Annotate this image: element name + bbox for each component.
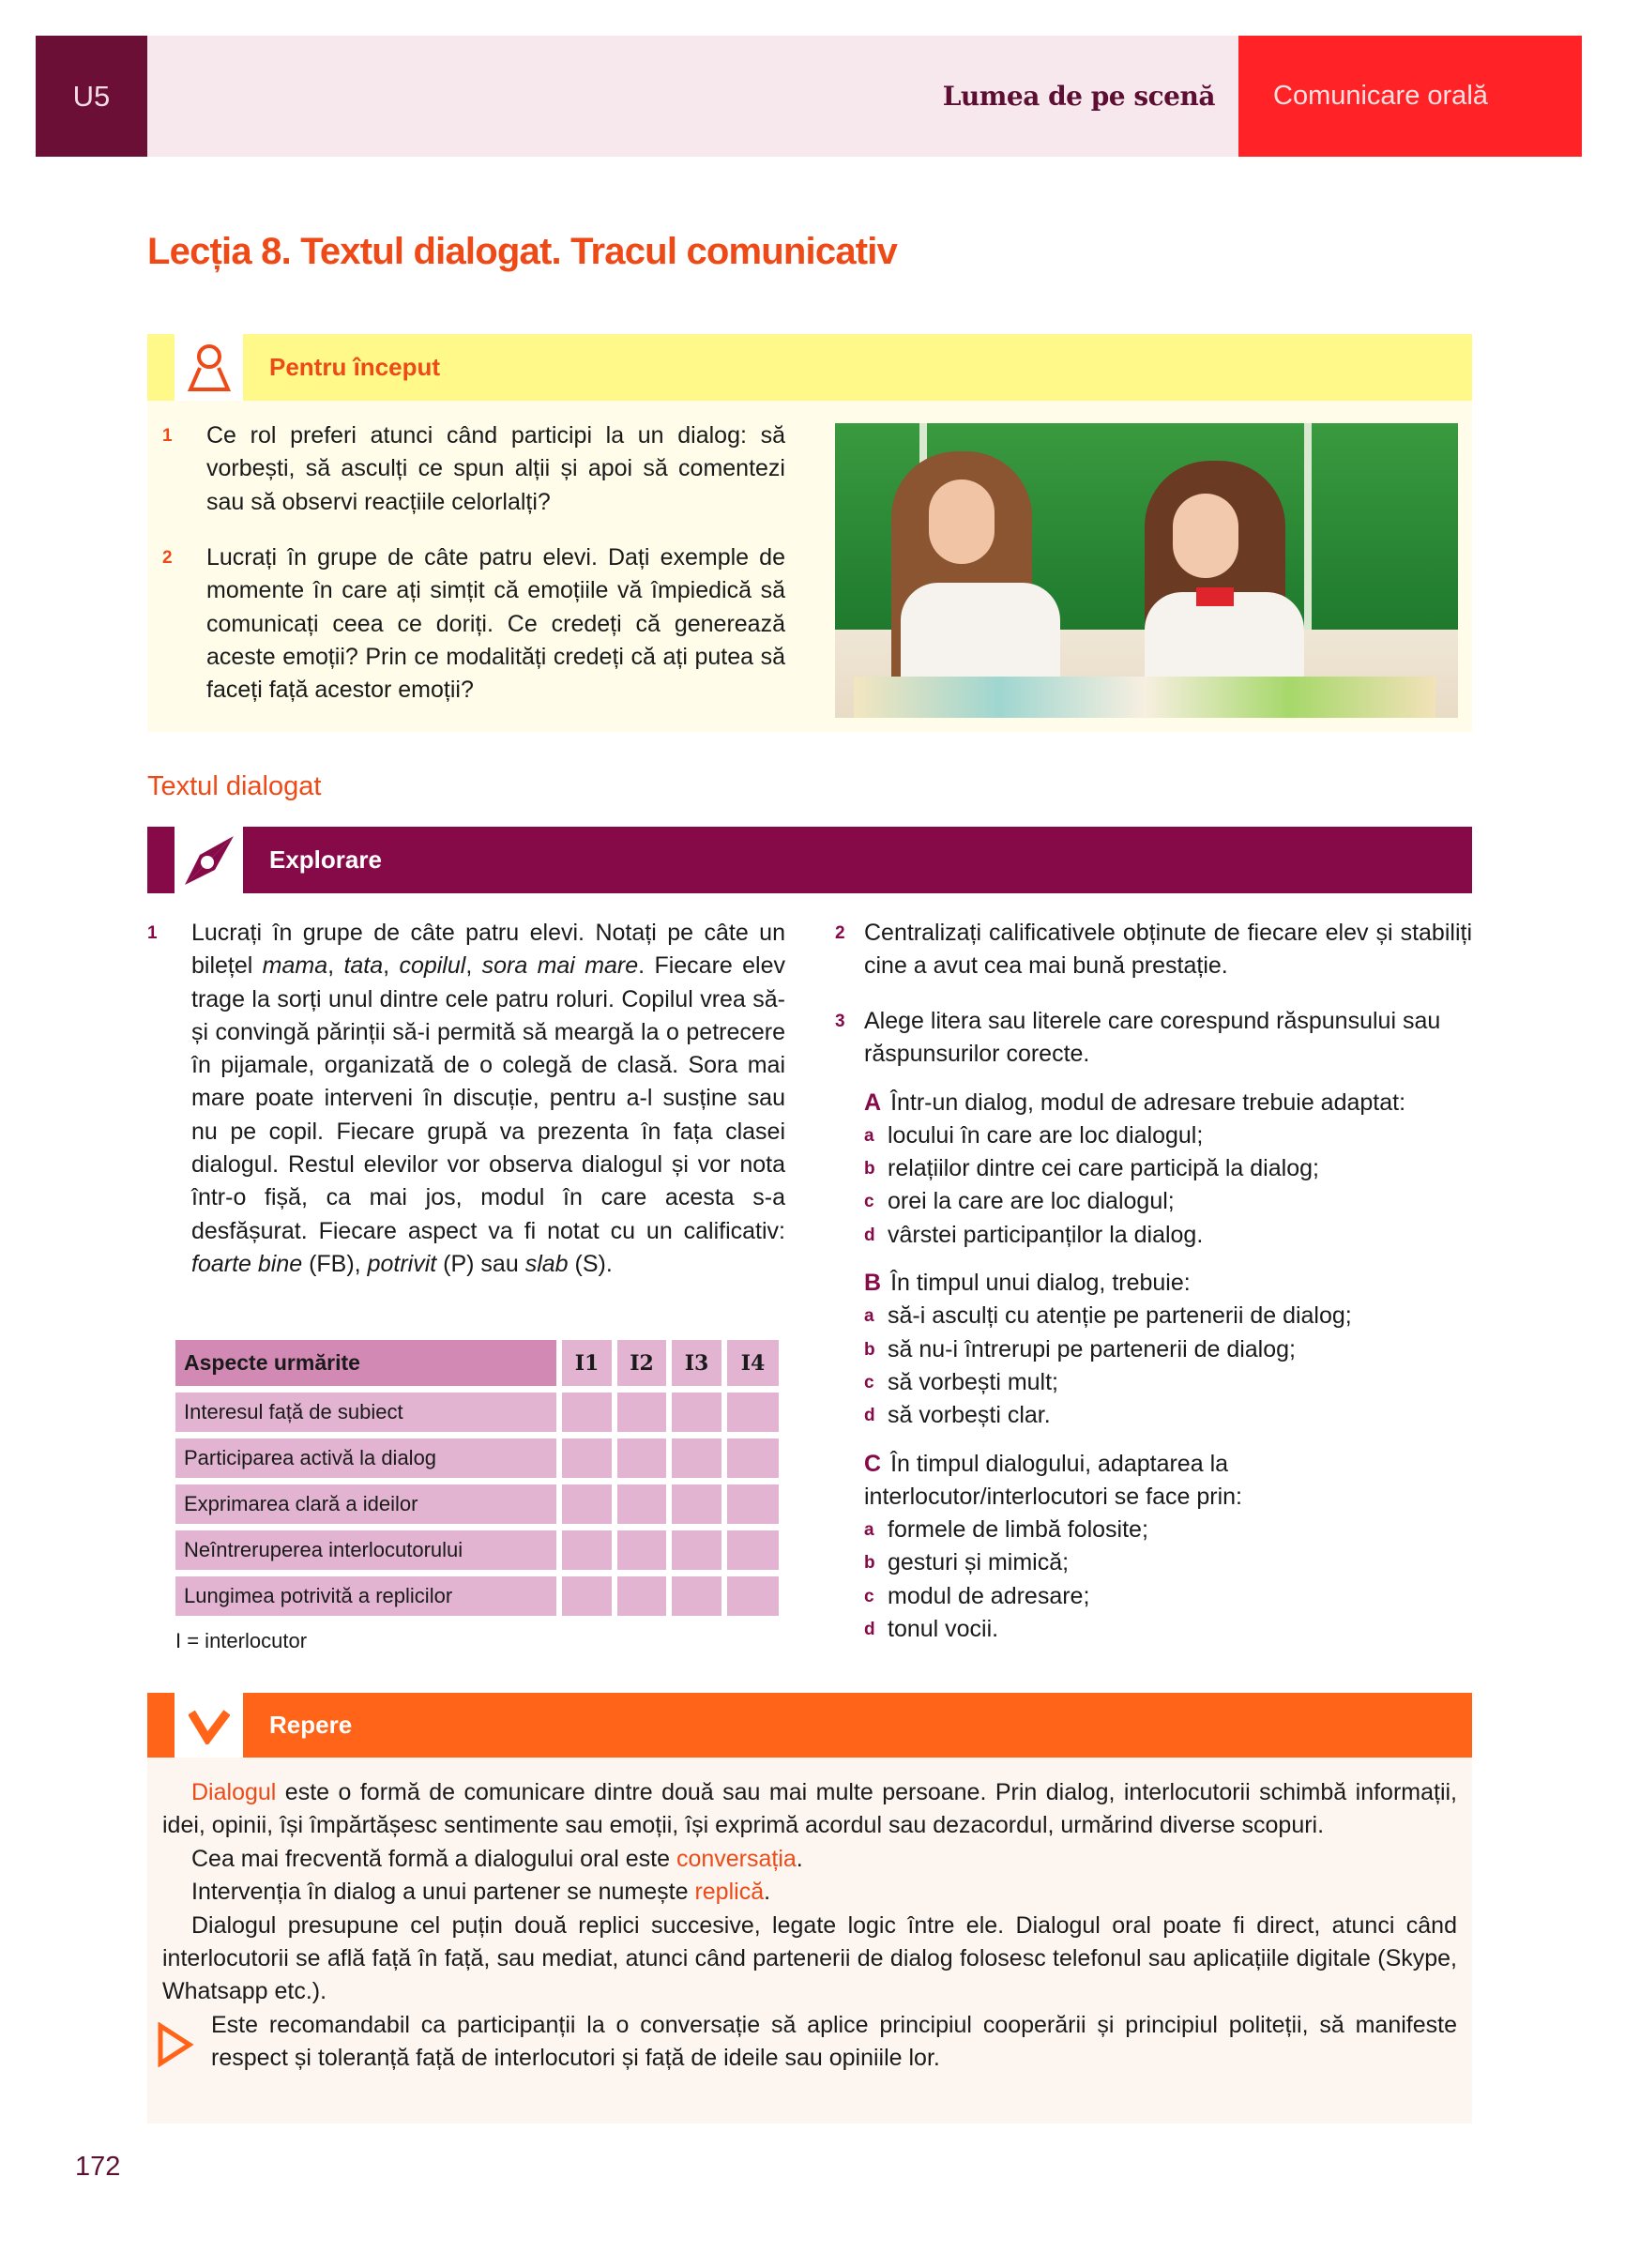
multiple-choice-questions [864,1087,1472,1647]
answer-option [864,1580,1472,1613]
answer-option [864,1300,1472,1332]
table-cell [727,1393,779,1432]
question-text: Lucrați în grupe de câte patru elevi. Dați exemple de momente în care ați simțit că emoțiile vă împiedică să comunicați ceea ce doriți. Ce credeți că generează aceste emoții? Prin ce modalități credeți că ați putea să faceți față acestor emoții? [206,544,785,704]
table-row-label: Exprimarea clară a ideilor [175,1484,556,1524]
option-letter: b [864,1553,875,1574]
table-header: I3 [672,1340,721,1386]
checkmark-icon [175,1693,243,1758]
option-text: gesturi și mimică; [888,1549,1070,1576]
question-stem [864,1087,1472,1119]
intro-question-2 [162,541,785,707]
option-text: orei la care are loc dialogul; [888,1188,1175,1215]
question-text: În timpul unui dialog, trebuie: [890,1270,1191,1297]
table-cell [562,1438,612,1478]
table-cell [562,1530,612,1570]
table-cell [672,1576,721,1616]
question-b [864,1267,1472,1432]
table-cell [617,1484,666,1524]
option-letter: a [864,1306,874,1327]
option-text: modul de adresare; [888,1582,1090,1609]
person-icon [175,334,243,401]
option-letter: a [864,1125,874,1146]
compass-icon [175,827,243,893]
question-text: Ce rol preferi atunci când participi la un dialog: să vorbești, să asculți ce spun alții și apoi să comentezi sau să observi reacțiile celorlalți? [206,422,785,515]
option-text: tonul vocii. [888,1616,999,1643]
task-number: 2 [835,923,845,943]
question-stem [864,1267,1472,1300]
repere-band [147,1693,1472,1758]
table-cell [672,1438,721,1478]
option-letter: c [864,1192,874,1212]
option-letter: b [864,1159,875,1180]
unit-title: Lumea de pe scenă [942,81,1215,112]
table-cell [617,1530,666,1570]
definition-dialog: Dialogul este o formă de comunicare dintre două sau mai multe persoane. Prin dialog, interlocutorii schimbă informații, idei, opinii, își împărtășesc sentimente sau emoții, își exprimă acordul sau dezacordul, urmărind diverse scopuri. [162,1779,1457,1839]
question-number: 2 [162,548,173,568]
table-cell [562,1576,612,1616]
section-badge: Comunicare orală [1238,36,1582,157]
question-stem [864,1448,1472,1515]
dialog-types: Dialogul presupune cel puțin două replici succesive, legate logic între ele. Dialogul oral poate fi direct, atunci când interlocutorii se află față în față, sau mediat, atunci când partenerii de dialog folosesc telefonul sau aplicațiile digitale (Skype, Whatsapp etc.). [162,1911,1457,2005]
option-letter: d [864,1406,875,1426]
table-cell [727,1484,779,1524]
option-letter: a [864,1520,874,1541]
table-row-label: Participarea activă la dialog [175,1438,556,1478]
answer-option [864,1366,1472,1399]
table-legend: I = interlocutor [175,1629,308,1652]
table-cell [727,1576,779,1616]
exploration-task-2 [835,917,1472,983]
answer-option [864,1219,1472,1252]
option-letter: d [864,1620,875,1640]
table-cell [617,1576,666,1616]
option-letter: b [864,1339,875,1360]
table-header: Aspecte urmărite [175,1340,556,1386]
pentru-inceput-band [147,334,1472,401]
repere-text [162,1776,1457,2076]
option-text: relațiilor dintre cei care participă la dialog; [888,1155,1319,1182]
question-a [864,1087,1472,1252]
option-letter: d [864,1225,875,1245]
table-cell [672,1530,721,1570]
definition-reply: Intervenția în dialog a unui partener se numește replică. [191,1879,771,1906]
option-text: formele de limbă folosite; [888,1516,1148,1544]
option-letter: c [864,1372,874,1393]
question-letter: A [864,1088,882,1116]
table-cell [672,1393,721,1432]
table-cell [617,1438,666,1478]
evaluation-table [175,1340,779,1616]
table-row-label: Interesul față de subiect [175,1393,556,1432]
option-text: să-i asculți cu atenție pe partenerii de dialog; [888,1302,1352,1330]
definition-conversation: Cea mai frecventă formă a dialogului oral este conversația. [191,1845,803,1872]
option-letter: c [864,1586,874,1606]
page-number: 172 [75,2152,121,2182]
option-text: să nu-i întrerupi pe partenerii de dialog; [888,1335,1296,1362]
option-text: să vorbești clar. [888,1402,1051,1429]
question-letter: C [864,1450,882,1477]
option-text: vârstei participanților la dialog. [888,1221,1204,1248]
table-cell [562,1393,612,1432]
answer-option [864,1546,1472,1579]
section-title: Textul dialogat [147,771,322,801]
answer-option [864,1333,1472,1366]
answer-option [864,1613,1472,1646]
answer-option [864,1152,1472,1185]
table-cell [727,1438,779,1478]
task-text: Centralizați calificativele obținute de fiecare elev și stabiliți cine a avut cea mai bună prestație. [864,920,1472,980]
option-text: să vorbești mult; [888,1368,1059,1395]
table-header: I2 [617,1340,666,1386]
play-arrow-icon [157,2022,194,2067]
table-cell [562,1484,612,1524]
lesson-title: Lecția 8. Textul dialogat. Tracul comunicativ [147,231,898,272]
question-text: În timpul dialogului, adaptarea la interlocutor/interlocutori se face prin: [864,1450,1242,1510]
table-cell [672,1484,721,1524]
question-number: 1 [162,426,173,446]
table-row-label: Neîntreruperea interlocutorului [175,1530,556,1570]
exploration-task-1 [147,917,785,1281]
table-cell [617,1393,666,1432]
task-text: Lucrați în grupe de câte patru elevi. Notați pe câte un bilețel mama, tata, copilul, sora mai mare. Fiecare elev trage la sorți unul dintre cele patru roluri. Copilul vrea să-și convingă părinții să-i permită să meargă la o petrecere în pijamale, organizată de o colegă de clasă. Sora mai mare poate interveni în discuție, pentru a-l susține sau nu pe copil. Fiecare grupă va prezenta în fața clasei dialogul. Restul elevilor vor observa dialogul și vor nota într-o fișă, ca mai jos, modul în care acesta s-a desfășurat. Fiecare aspect va fi notat cu un calificativ: foarte bine (FB), potrivit (P) sau slab (S). [191,920,786,1277]
answer-option [864,1119,1472,1152]
table-header: I4 [727,1340,779,1386]
task-text: Alege litera sau literele care corespund răspunsului sau răspunsurilor corecte. [864,1008,1441,1068]
question-letter: B [864,1270,882,1297]
answer-option [864,1185,1472,1218]
task-number: 1 [147,923,158,943]
table-row-label: Lungimea potrivită a replicilor [175,1576,556,1616]
task-number: 3 [835,1012,845,1031]
recommendation: Este recomandabil ca participanții la o conversație să aplice principiul cooperării și principiul politeții, să manifeste respect și toleranță față de interlocutori și față de ideile sau opiniile lor. [162,2009,1457,2076]
question-c [864,1448,1472,1647]
unit-badge: U5 [36,36,147,157]
explorare-band [147,827,1472,893]
repere-label: Repere [243,1693,1472,1758]
exploration-task-3 [835,1005,1472,1646]
explorare-label: Explorare [243,827,1472,893]
table-header: I1 [562,1340,612,1386]
table-cell [727,1530,779,1570]
question-text: Într-un dialog, modul de adresare trebuie adaptat: [890,1088,1406,1116]
pentru-inceput-label: Pentru început [243,334,1472,401]
answer-option [864,1514,1472,1546]
photo-two-girls-talking [835,423,1458,718]
option-text: locului în care are loc dialogul; [888,1121,1204,1149]
intro-question-1 [162,419,785,519]
answer-option [864,1399,1472,1432]
